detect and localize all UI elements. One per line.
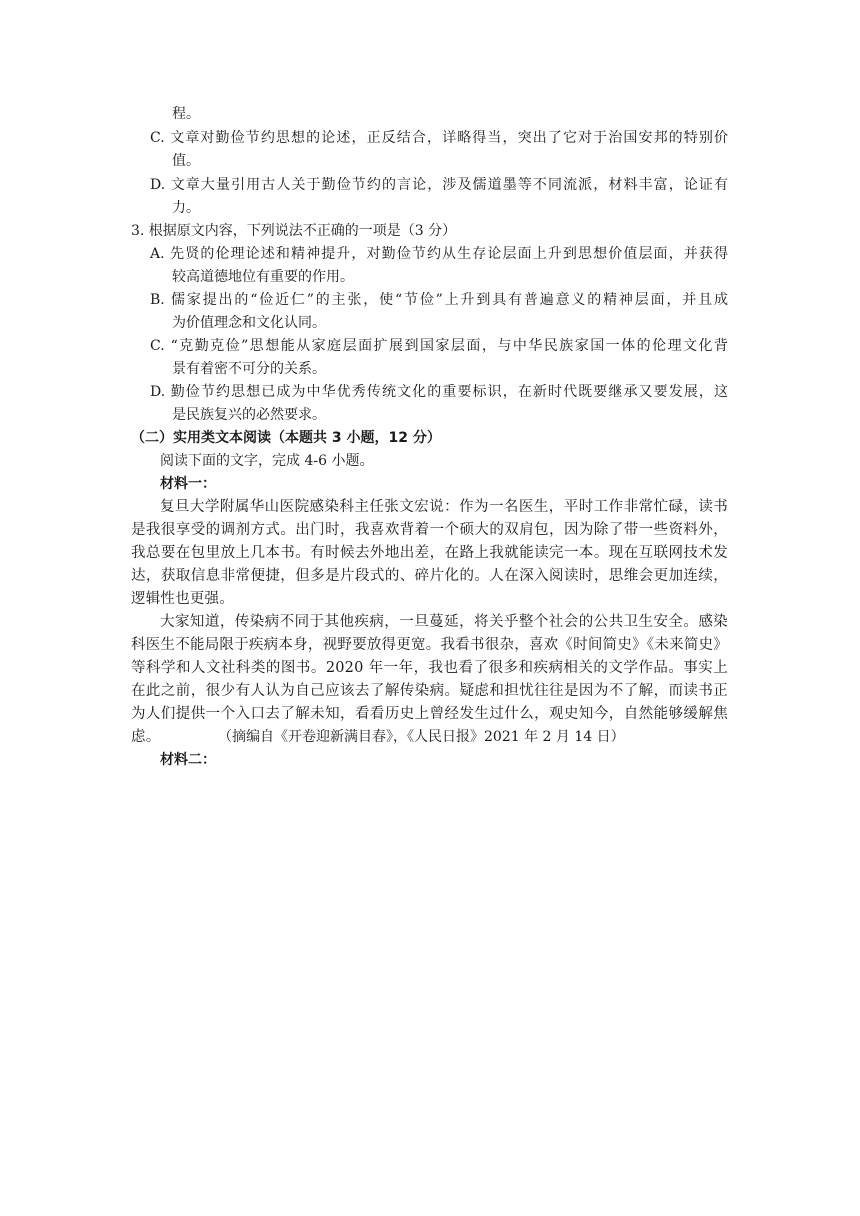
material-one-p1-line: 我总要在包里放上几本书。有时候去外地出差，在路上我就能读完一本。现在互联网技术发 — [131, 545, 728, 561]
material-one-p1-line: 复旦大学附属华山医院感染科主任张文宏说：作为一名医生，平时工作非常忙碌，读书 — [160, 499, 728, 515]
material-one-p2-line: 大家知道，传染病不同于其他疾病，一旦蔓延，将关乎整个社会的公共卫生安全。感染 — [160, 614, 728, 630]
q3-option-c-line2: 景有着密不可分的关系。 — [172, 361, 326, 377]
material-one-p2-line: 虑。 — [131, 729, 161, 745]
q3-option-b-line1: B. 儒家提出的“俭近仁”的主张，使“节俭”上升到具有普遍意义的精神层面，并且成 — [150, 292, 728, 308]
q2-option-d-line2: 力。 — [172, 200, 200, 216]
q3-option-a-line2: 较高道德地位有重要的作用。 — [172, 269, 354, 285]
q3-option-d-line2: 是民族复兴的必然要求。 — [172, 407, 326, 423]
reading-instruction: 阅读下面的文字，完成 4-6 小题。 — [160, 453, 374, 469]
material-two-label: 材料二： — [160, 752, 216, 768]
q2-option-c-line2: 值。 — [172, 153, 200, 169]
section-heading: （二）实用类文本阅读（本题共 3 小题，12 分） — [131, 430, 441, 446]
q2-option-c-line1: C. 文章对勤俭节约思想的论述，正反结合，详略得当，突出了它对于治国安邦的特别价 — [150, 130, 728, 146]
material-one-p1-line: 是我很享受的调剂方式。出门时，我喜欢背着一个硕大的双肩包，因为除了带一些资料外， — [131, 522, 728, 538]
q3-option-d-line1: D. 勤俭节约思想已成为中华优秀传统文化的重要标识，在新时代既要继承又要发展，这 — [150, 384, 728, 400]
q3-option-a-line1: A. 先贤的伦理论述和精神提升，对勤俭节约从生存论层面上升到思想价值层面，并获得 — [150, 246, 728, 262]
material-one-source: （摘编自《开卷迎新满目春》，《人民日报》2021 年 2 月 14 日） — [218, 729, 625, 745]
material-one-p2-line: 科医生不能局限于疾病本身，视野要放得更宽。我看书很杂，喜欢《时间简史》《未来简史》 — [131, 637, 728, 653]
q3-option-b-line2: 为价值理念和文化认同。 — [172, 315, 326, 331]
material-one-p2-line: 等科学和人文社科类的图书。2020 年一年，我也看了很多和疾病相关的文学作品。事实上 — [131, 660, 728, 676]
material-one-label: 材料一： — [160, 476, 216, 492]
material-one-p2-line: 在此之前，很少有人认为自己应该去了解传染病。疑虑和担忧往往是因为不了解，而读书正 — [131, 683, 728, 699]
q2-option-d-line1: D. 文章大量引用古人关于勤俭节约的言论，涉及儒道墨等不同流派，材料丰富，论证有 — [150, 177, 728, 193]
q3-stem: 3. 根据原文内容，下列说法不正确的一项是（3 分） — [131, 223, 457, 239]
q3-option-c-line1: C. “克勤克俭”思想能从家庭层面扩展到国家层面，与中华民族家国一体的伦理文化背 — [150, 338, 728, 354]
q2-option-b-tail: 程。 — [172, 106, 200, 122]
material-one-p2-line: 为人们提供一个入口去了解未知，看看历史上曾经发生过什么，观史知今，自然能够缓解焦 — [131, 706, 728, 722]
material-one-p1-line: 达，获取信息非常便捷，但多是片段式的、碎片化的。人在深入阅读时，思维会更加连续， — [131, 568, 728, 584]
material-one-p1-line: 逻辑性也更强。 — [131, 591, 234, 607]
